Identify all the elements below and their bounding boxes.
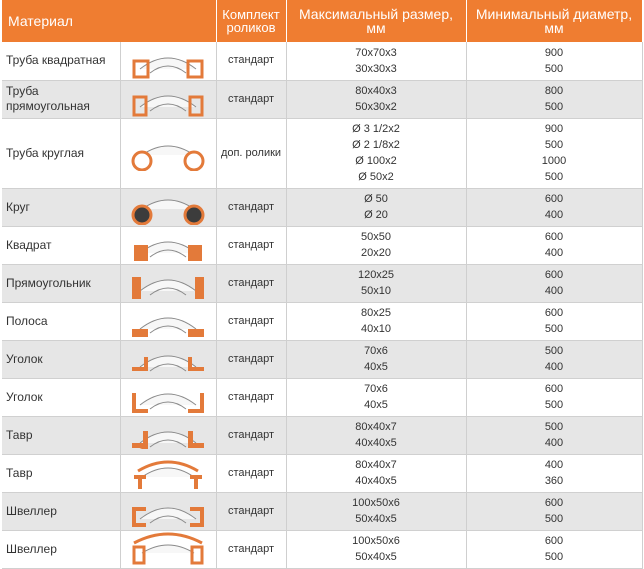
max-size-cell <box>286 302 466 340</box>
tee-out-icon <box>128 417 208 453</box>
max-size-value: Ø 50x2 <box>358 171 394 183</box>
material-name: Труба круглая <box>2 118 120 188</box>
square-bar-icon <box>128 227 208 263</box>
max-size-value: 40x5 <box>364 399 388 411</box>
table-row <box>2 80 642 118</box>
table-row <box>2 188 642 226</box>
material-name: Швеллер <box>2 492 120 530</box>
header-min-diameter: Минимальный диаметр, мм <box>466 0 642 42</box>
max-size-value: 50x10 <box>361 285 391 297</box>
max-size-value: 20x20 <box>361 247 391 259</box>
max-size-value: 80x40x7 <box>355 459 397 471</box>
min-diameter-value: 600 <box>544 497 564 509</box>
min-diameter-value: 500 <box>544 345 564 357</box>
flat-bar-icon <box>128 303 208 339</box>
profile-picture <box>120 340 216 378</box>
max-size-value: 40x10 <box>361 323 391 335</box>
min-diameter-value: 900 <box>544 46 564 59</box>
max-size-value: Ø 20 <box>364 209 388 221</box>
table-row <box>2 340 642 378</box>
min-diameter-value: 400 <box>544 361 564 373</box>
table-row <box>2 42 642 80</box>
max-size-value: Ø 100x2 <box>355 155 397 167</box>
max-size-cell <box>286 80 466 118</box>
min-diameter-value: 500 <box>544 171 564 183</box>
profile-picture <box>120 118 216 188</box>
min-diameter-cell <box>466 302 642 340</box>
max-size-value: 50x40x5 <box>355 513 397 525</box>
min-diameter-value: 600 <box>544 307 564 319</box>
min-diameter-value: 1000 <box>541 155 567 167</box>
roller-set: стандарт <box>216 416 286 454</box>
max-size-cell <box>286 416 466 454</box>
material-name: Труба квадратная <box>2 42 120 80</box>
min-diameter-value: 600 <box>544 269 564 281</box>
material-name: Уголок <box>2 378 120 416</box>
max-size-cell <box>286 42 466 80</box>
min-diameter-value: 600 <box>544 231 564 243</box>
min-diameter-value: 400 <box>544 247 564 259</box>
min-diameter-value: 500 <box>544 62 564 75</box>
material-name: Прямоугольник <box>2 264 120 302</box>
min-diameter-value: 500 <box>544 551 564 563</box>
min-diameter-value: 800 <box>544 85 564 97</box>
channel-out-icon <box>128 493 208 529</box>
round-bar-icon <box>128 189 208 225</box>
max-size-value: 40x40x5 <box>355 475 397 487</box>
max-size-cell <box>286 188 466 226</box>
table-row <box>2 492 642 530</box>
max-size-value: 80x40x7 <box>355 421 397 433</box>
roller-set: стандарт <box>216 340 286 378</box>
min-diameter-value: 400 <box>544 459 564 471</box>
max-size-value: 100x50x6 <box>352 535 400 547</box>
min-diameter-cell <box>466 416 642 454</box>
max-size-cell <box>286 226 466 264</box>
min-diameter-cell <box>466 80 642 118</box>
table-row <box>2 264 642 302</box>
max-size-cell <box>286 118 466 188</box>
min-diameter-value: 600 <box>544 193 564 205</box>
roller-set: стандарт <box>216 188 286 226</box>
max-size-value: 80x40x3 <box>355 85 397 97</box>
max-size-value: 80x25 <box>361 307 391 319</box>
material-name: Круг <box>2 188 120 226</box>
roller-set: стандарт <box>216 80 286 118</box>
min-diameter-value: 500 <box>544 399 564 411</box>
material-name: Тавр <box>2 454 120 492</box>
min-diameter-value: 400 <box>544 437 564 449</box>
table-row <box>2 454 642 492</box>
max-size-value: 70x70x3 <box>355 46 397 59</box>
min-diameter-value: 500 <box>544 513 564 525</box>
roller-set: стандарт <box>216 492 286 530</box>
min-diameter-value: 900 <box>544 123 564 135</box>
table-row <box>2 226 642 264</box>
profile-picture <box>120 264 216 302</box>
max-size-cell <box>286 264 466 302</box>
profile-picture <box>120 80 216 118</box>
max-size-value: 50x40x5 <box>355 551 397 563</box>
table-row <box>2 302 642 340</box>
max-size-cell <box>286 492 466 530</box>
max-size-value: 30x30x3 <box>355 62 397 75</box>
angle-in-icon <box>128 379 208 415</box>
header-material: Материал <box>2 0 216 42</box>
table-row <box>2 530 642 568</box>
min-diameter-cell <box>466 118 642 188</box>
min-diameter-cell <box>466 492 642 530</box>
table-row <box>2 118 642 188</box>
max-size-value: 40x40x5 <box>355 437 397 449</box>
material-name: Полоса <box>2 302 120 340</box>
max-size-value: Ø 2 1/8x2 <box>352 139 400 151</box>
profile-picture <box>120 454 216 492</box>
min-diameter-value: 360 <box>544 475 564 487</box>
profile-picture <box>120 188 216 226</box>
min-diameter-cell <box>466 530 642 568</box>
table-body <box>2 42 642 568</box>
min-diameter-cell <box>466 454 642 492</box>
max-size-value: 70x6 <box>364 383 388 395</box>
max-size-value: Ø 3 1/2x2 <box>352 123 400 135</box>
rectangle-bar-icon <box>128 265 208 301</box>
roller-set: стандарт <box>216 226 286 264</box>
roller-set: стандарт <box>216 530 286 568</box>
min-diameter-cell <box>466 264 642 302</box>
profile-picture <box>120 42 216 80</box>
max-size-value: 40x5 <box>364 361 388 373</box>
min-diameter-value: 500 <box>544 421 564 433</box>
bending-capacity-table <box>2 0 643 569</box>
angle-out-icon <box>128 341 208 377</box>
roller-set: доп. ролики <box>216 118 286 188</box>
min-diameter-value: 400 <box>544 285 564 297</box>
min-diameter-value: 400 <box>544 209 564 221</box>
min-diameter-cell <box>466 42 642 80</box>
max-size-value: 50x30x2 <box>355 101 397 113</box>
min-diameter-value: 600 <box>544 383 564 395</box>
max-size-cell <box>286 454 466 492</box>
max-size-cell <box>286 378 466 416</box>
round-tube-icon <box>128 135 208 171</box>
max-size-value: 50x50 <box>361 231 391 243</box>
min-diameter-value: 500 <box>544 139 564 151</box>
material-name: Уголок <box>2 340 120 378</box>
header-max-size: Максимальный размер, мм <box>286 0 466 42</box>
square-tube-icon <box>128 43 208 79</box>
min-diameter-cell <box>466 188 642 226</box>
material-name: Швеллер <box>2 530 120 568</box>
roller-set: стандарт <box>216 42 286 80</box>
min-diameter-value: 500 <box>544 323 564 335</box>
max-size-cell <box>286 530 466 568</box>
header-roller-set: Комплект роликов <box>216 0 286 42</box>
profile-picture <box>120 416 216 454</box>
profile-picture <box>120 226 216 264</box>
material-name: Труба прямоугольная <box>2 80 120 118</box>
profile-picture <box>120 492 216 530</box>
max-size-value: 70x6 <box>364 345 388 357</box>
profile-picture <box>120 378 216 416</box>
material-name: Тавр <box>2 416 120 454</box>
min-diameter-cell <box>466 226 642 264</box>
profile-picture <box>120 302 216 340</box>
roller-set: стандарт <box>216 302 286 340</box>
max-size-cell <box>286 340 466 378</box>
tee-in-icon <box>128 455 208 491</box>
profile-picture <box>120 530 216 568</box>
material-name: Квадрат <box>2 226 120 264</box>
min-diameter-cell <box>466 378 642 416</box>
max-size-value: 120x25 <box>357 269 395 281</box>
min-diameter-value: 500 <box>544 101 564 113</box>
channel-in-icon <box>128 531 208 567</box>
max-size-value: 100x50x6 <box>352 497 400 509</box>
rectangular-tube-icon <box>128 81 208 117</box>
min-diameter-value: 600 <box>544 535 564 547</box>
table-row <box>2 378 642 416</box>
table-header-row <box>2 0 642 42</box>
min-diameter-cell <box>466 340 642 378</box>
roller-set: стандарт <box>216 378 286 416</box>
roller-set: стандарт <box>216 264 286 302</box>
roller-set: стандарт <box>216 454 286 492</box>
table-row <box>2 416 642 454</box>
max-size-value: Ø 50 <box>364 193 388 205</box>
